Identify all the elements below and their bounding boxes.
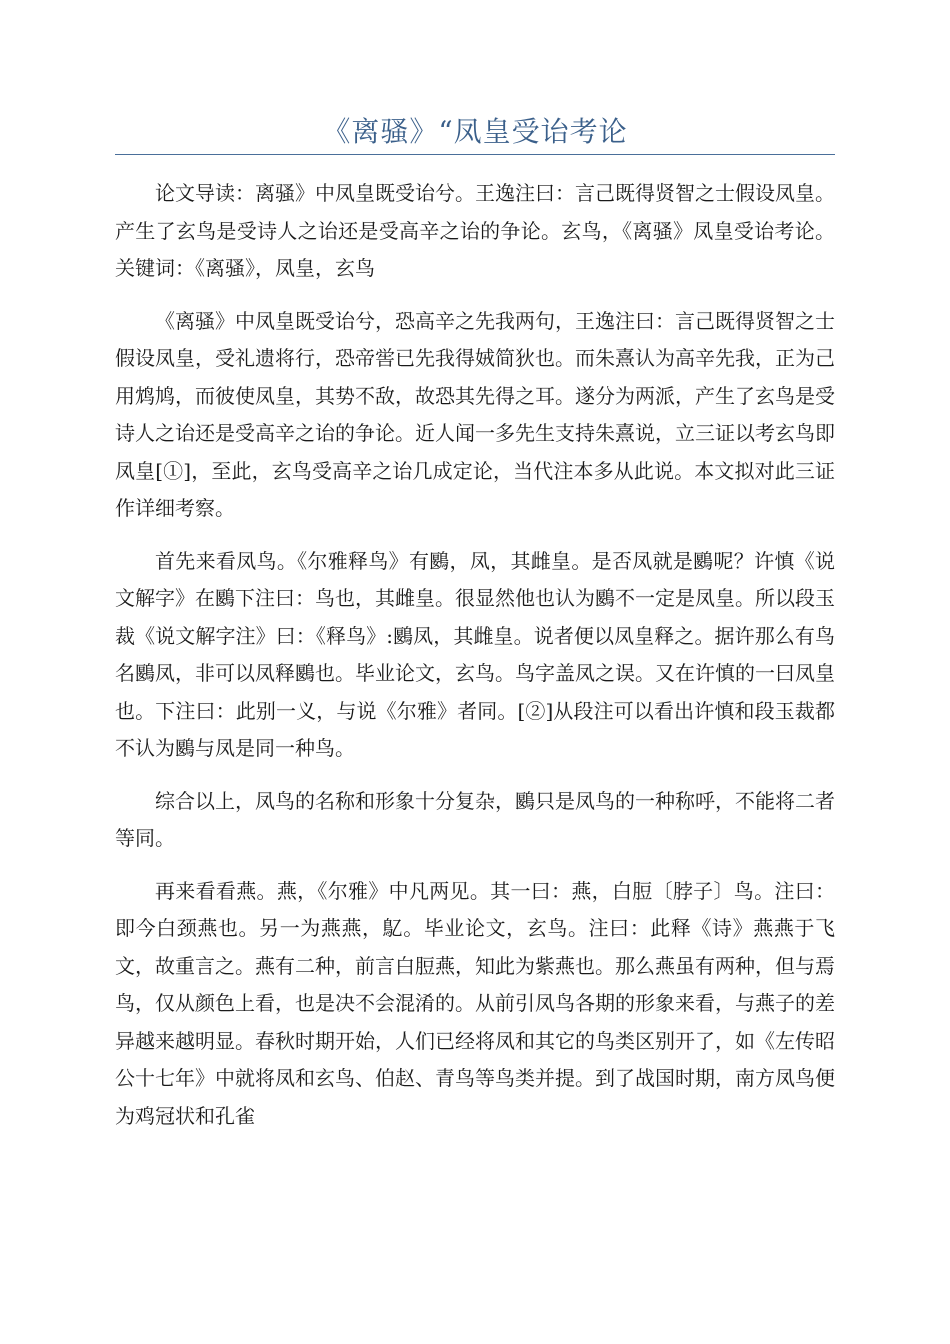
paragraph-swallow: 再来看看燕。燕，《尔雅》中凡两见。其一曰：燕，白脰〔脖子〕鸟。注曰：即今白颈燕也。另一为燕燕，鳦。毕业论文，玄鸟。注曰：此释《诗》燕燕于飞文，故重言之。燕有二种，前言白脰燕，知此为紫燕也。那么燕虽有两种，但与焉鸟，仅从颜色上看，也是决不会混淆的。从前引凤鸟各期的形象来看，与燕子的差异越来越明显。春秋时期开始，人们已经将凤和其它的鸟类区别开了，如《左传昭公十七年》中就将凤和玄鸟、伯赵、青鸟等鸟类并提。到了战国时期，南方凤鸟便为鸡冠状和孔雀 — [115, 878, 835, 1128]
paragraph-introduction: 《离骚》中凤皇既受诒兮，恐高辛之先我两句，王逸注曰：言己既得贤智之士假设凤皇，受礼遗将行，恐帝喾已先我得娀简狄也。而朱熹认为高辛先我，正为己用鸩鸠，而彼使凤皇，其势不敌，故恐其先得之耳。遂分为两派，产生了玄鸟是受诗人之诒还是受高辛之诒的争论。近人闻一多先生支持朱熹说，立三证以考玄鸟即凤皇[①]，至此，玄鸟受高辛之诒几成定论，当代注本多从此说。本文拟对此三证作详细考察。 — [115, 308, 835, 520]
paragraph-abstract: 论文导读：离骚》中凤皇既受诒兮。王逸注曰：言己既得贤智之士假设凤皇。产生了玄鸟是受诗人之诒还是受高辛之诒的争论。玄鸟，《离骚》凤皇受诒考论。关键词：《离骚》，凤皇，玄鸟 — [115, 181, 835, 280]
document-body — [115, 175, 835, 1150]
title-underline — [115, 154, 835, 155]
paragraph-summary: 综合以上，凤鸟的名称和形象十分复杂，鶠只是凤鸟的一种称呼，不能将二者等同。 — [115, 788, 835, 850]
paragraph-phoenix: 首先来看凤鸟。《尔雅释鸟》有鶠，凤，其雌皇。是否凤就是鶠呢？许慎《说文解字》在鶠下注曰：鸟也，其雌皇。很显然他也认为鶠不一定是凤皇。所以段玉裁《说文解字注》曰：《释鸟》:鶠凤，其雌皇。说者便以凤皇释之。据许那么有鸟名鶠凤，非可以凤释鶠也。毕业论文，玄鸟。鸟字盖凤之误。又在许慎的一曰凤皇也。下注曰：此别一义，与说《尔雅》者同。[②]从段注可以看出许慎和段玉裁都不认为鶠与凤是同一种鸟。 — [115, 548, 835, 760]
document-title: 《离骚》“凤皇受诒考论 — [322, 115, 628, 148]
